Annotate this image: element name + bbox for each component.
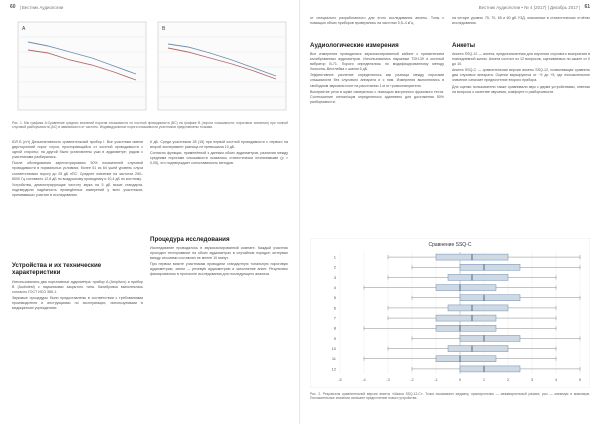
category-label: 1	[333, 254, 336, 260]
paragraph: 6 дБ. Среди участников 28 (15) при первой костной проводимости с первого на второй эксперимент разница не превышала 10 дБ.	[150, 140, 288, 150]
category-label: 10	[331, 345, 336, 351]
figure-2-boxplot	[310, 238, 590, 388]
paragraph: Использовались два портативных аудиометра: прибор A (Amplivox) и прибор B (Audiotest) с наушниками закрытого типа. Калибровка выполнялась согласно ГОСТ ИСО 389-1.	[12, 280, 143, 295]
box-iqr	[448, 346, 508, 352]
paragraph: Звуковые процедуры были предоставлены в соответствии с требованиями производителя и инструкциями по эксплуатации, используемыми в медицинских учреждениях.	[12, 296, 143, 311]
right-col2-body	[452, 52, 590, 96]
paragraph: ЮЛ Б (н/т) Дизъюнктивность сравнительный прибор I. Все участники имели двусторонний порог слуха, простирающийся от костной проводимости с одной стороны; на другой были установлены уши в аудиометре; рядом с участниками разбирались.	[12, 140, 143, 160]
right-col1-body	[310, 52, 444, 106]
fig1-chart-a	[18, 22, 146, 110]
category-label: 11	[331, 356, 336, 362]
box-iqr	[448, 274, 508, 280]
x-tick-label: 5	[578, 377, 582, 382]
section-heading-devices: Устройства и их технические характеристики	[12, 262, 102, 276]
figure-2-caption: Рис. 2. Результаты сравнительной версии анкеты «Шкала SSQ-12-C». Точки показывают медиану, прямоугольник — межквартильный размах, усы — минимум и максимум. Положительные значения означают предпочтение нового устройства.	[310, 392, 590, 401]
left-col2-top	[150, 140, 288, 167]
paragraph: После обследования зарегистрировано 50% показателей слуховой проводимости в нормальных условиях, более 51 из 64 ушей уровень слуха соответствовал порогу до 25 дБ нПС. Среднее значение на частотах 250–8000 Гц составило 12,8 дБ по воздушному проводнику и 10,4 дБ по костному.	[12, 161, 143, 181]
left-col1-bottom	[12, 280, 143, 313]
x-tick-label: 4	[554, 377, 558, 382]
left-col1-top	[12, 140, 143, 199]
category-label: 7	[333, 315, 336, 321]
paragraph: Для оценки пользователи также сравнивали звук с двумя устройствами, отвечая на вопросы о качестве звучания, комфорте и разборчивости.	[452, 84, 590, 94]
left-col2-bottom	[150, 246, 288, 279]
x-tick-label: -1	[434, 377, 438, 382]
category-label: 2	[333, 264, 336, 270]
x-tick-label: 3	[530, 377, 534, 382]
figure-1	[12, 18, 292, 118]
fig1-chart-b	[158, 22, 286, 110]
box-iqr	[448, 305, 508, 311]
box-iqr	[436, 325, 496, 331]
paragraph: Анкета SSQ-C — сравнительная версия анкеты SSQ-12, позволяющая сравнить два слуховых аппарата. Оценки варьируются от −5 до +5, где положительное значение означает предпочтение второго прибора.	[452, 68, 590, 83]
box-iqr	[436, 356, 496, 362]
paragraph: Исследование проводилось в звукоизолированной комнате. Каждый участник проходил тестирование на обоих аудиометрах в случайном порядке; интервал между сессиями составлял не менее 10 минут.	[150, 246, 288, 261]
section-heading-audiology: Аудиологические измерения	[310, 42, 399, 49]
x-tick-label: -4	[362, 377, 366, 382]
section-heading-procedure: Процедура исследования	[150, 236, 230, 243]
category-label: 6	[333, 305, 336, 311]
category-label: 9	[333, 335, 336, 341]
section-heading-questionnaires: Анкеты	[452, 42, 475, 49]
x-tick-label: 0	[458, 377, 462, 382]
x-tick-label: -2	[410, 377, 414, 382]
fig1b-title: B	[162, 26, 166, 32]
page-number-right: 61	[584, 4, 590, 10]
paragraph: Устройства, демонстрирующие чистоту звука на 5 дБ выше стандарта, подтвердили надёжность проведённых измерений у всех участников, принимавших участие в исследовании.	[12, 182, 143, 197]
running-head-right: Вестник Аудиологии • № 4 (2017) | Декабрь 2017 |	[478, 4, 581, 10]
right-header	[479, 4, 590, 10]
box-iqr	[460, 366, 520, 372]
page-number-left: 60	[10, 4, 16, 10]
x-tick-label: 1	[482, 377, 486, 382]
category-label: 3	[333, 274, 336, 280]
category-label: 4	[333, 284, 336, 290]
paragraph: При первом визите участникам проводили стандартную тональную пороговую аудиометрию, затем — речевую аудиометрию и заполнение анкет. Результаты фиксировались в протоколе исследования для последующего анализа.	[150, 262, 288, 277]
box-iqr	[436, 315, 496, 321]
x-tick-label: -3	[386, 377, 390, 382]
box-iqr	[460, 335, 520, 341]
category-label: 5	[333, 295, 336, 301]
box-iqr	[460, 264, 520, 270]
paragraph: Согласно функции, применённой к данным обоих аудиометров, различия между средними порогами слышимости оказались статистически незначимыми (p > 0,05), что подтверждает сопоставимость методов.	[150, 151, 288, 166]
right-col1-intro: от специально разработанного для этого исследования анкеты. Тоны с помощью обоих приборов проверялись на частотах 0,5–4 кГц.	[310, 16, 444, 26]
box-iqr	[436, 285, 496, 291]
fig2-title: Сравнение SSQ-C	[428, 242, 472, 248]
running-head-left: | Вестник Аудиологии	[19, 4, 64, 10]
figure-1-caption: Рис. 1. Мы графика A:Сравнение средних значений порогов слышимости по костной проводимости (BC) на графике B (пороги слышимости; пороговые значения) при полной слуховой разборчивости (AC) в зависимости от частоты. Индивидуальные пороги слышимости участников представлены точками.	[12, 121, 288, 130]
paragraph: Эффективное усиление определялось как разница между порогами слышимости без слухового аппарата и с ним. Измерения выполнялись в свободном звуковом поле на расстоянии 1 м от громкоговорителя.	[310, 73, 444, 88]
right-col2-intro: на четыре уровня: 75, 70, 65 и 60 дБ УЗД, описанные в статистических отчётах исследования.	[452, 16, 590, 26]
category-label: 12	[331, 366, 336, 372]
x-tick-label: -5	[338, 377, 342, 382]
category-label: 8	[333, 325, 336, 331]
box-iqr	[460, 295, 520, 301]
left-header	[10, 4, 63, 10]
right-page	[300, 0, 600, 424]
paragraph: Все измерения проводились звукоизолированной кабине с применением калиброванных аудиометров. Использовались наушники TDH-39 и костный вибратор B-71. Пороги определялись по модифицированному методу Хьюсона–Вестлейка с шагом 5 дБ.	[310, 52, 444, 72]
paragraph: Восприятие речи в шуме измерялось с помощью матричного фразового теста. Соотношение сигнал/шум определялось адаптивно для достижения 50% разборчивости.	[310, 89, 444, 104]
paragraph: Анкета SSQ-12 — анкета, предназначенная для изучения слухового восприятия в повседневной жизни. Анкета состоит из 12 вопросов, оцениваемых по шкале от 0 до 10.	[452, 52, 590, 67]
x-tick-label: 2	[506, 377, 510, 382]
fig1a-title: A	[22, 26, 26, 32]
